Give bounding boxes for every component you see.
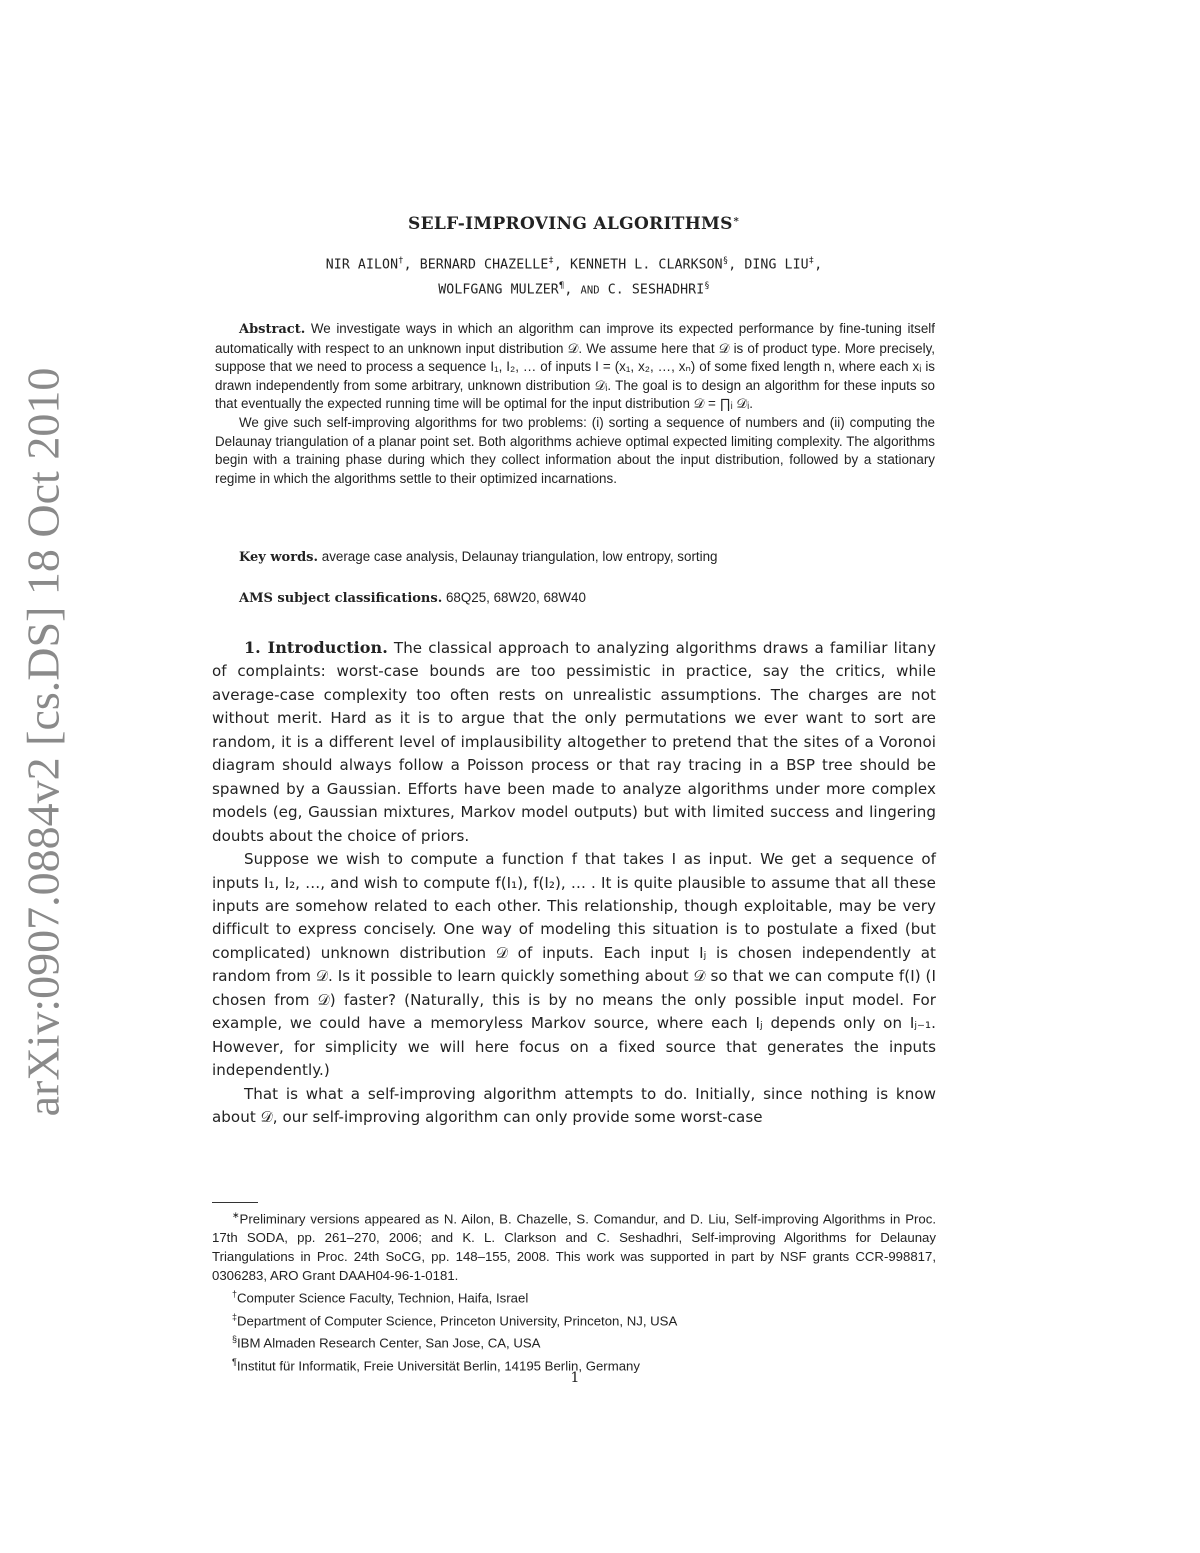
intro-paragraph-1 <box>212 636 936 848</box>
affiliation-mark: § <box>722 256 729 266</box>
footnote-separator <box>212 1202 258 1203</box>
affiliation-mark: ‡ <box>548 256 554 266</box>
affiliation-mark: † <box>398 256 404 266</box>
footnote-2 <box>212 1285 936 1307</box>
author-separator: , <box>814 257 823 273</box>
arxiv-identifier-stamp: arXiv:0907.0884v2 [cs.DS] 18 Oct 2010 <box>17 367 69 1117</box>
intro-paragraph-2: Suppose we wish to compute a function f that takes I as input. We get a sequence of inputs I₁, I₂, …, and wish to compute f(I₁), f(I₂), … . It is quite plausible to assume that all these inputs are somehow related to each other. This relationship, though exploitable, may be very difficult to express concisely. One way of modeling this situation is to postulate a fixed (but complicated) unknown distribution 𝒟 of inputs. Each input Iⱼ is chosen independently at random from 𝒟. Is it possible to learn quickly something about 𝒟 so that we can compute f(I) (I chosen from 𝒟) faster? (Naturally, this is by no means the only possible input model. For example, we could have a memoryless Markov source, where each Iⱼ depends only on Iⱼ₋₁. However, for simplicity we will here focus on a fixed source that generates the inputs independently.) <box>212 850 936 1080</box>
footnote-3 <box>212 1308 936 1330</box>
abstract-paragraph-2: We give such self-improving algorithms for two problems: (i) sorting a sequence of numbers and (ii) computing the Delaunay triangulation of a planar point set. Both algorithms achieve optimal expected limiting complexity. The algorithms begin with a training phase during which they collect information about the input distribution, followed by a stationary regime in which the algorithms settle to their optimized incarnations. <box>215 414 935 486</box>
abstract <box>215 320 935 488</box>
author-line-2 <box>212 281 936 297</box>
author-clarkson: , KENNETH L. CLARKSON <box>553 257 723 273</box>
footnotes <box>212 1206 936 1375</box>
ams-classifications <box>215 589 935 609</box>
affiliation-mark: ‡ <box>808 256 815 266</box>
footnote-text: Preliminary versions appeared as N. Ailon, B. Chazelle, S. Comandur, and D. Liu, Self-improving Algorithms in Proc. 17th SODA, pp. 261–270, 2006; and K. L. Clarkson and C. Seshadhri, Self-improving Algorithms for Delaunay Triangulations in Proc. 24th SoCG, pp. 148–155, 2008. This work was supported in part by NSF grants CCR-998817, 0306283, ARO Grant DAAH04-96-1-0181. <box>212 1211 936 1284</box>
author-liu: , DING LIU <box>728 257 809 273</box>
paper-title <box>212 214 936 234</box>
footnote-text: Computer Science Faculty, Technion, Haifa, Israel <box>237 1290 529 1306</box>
keywords-text: average case analysis, Delaunay triangulation, low entropy, sorting <box>321 549 718 564</box>
ams-label: AMS subject classifications. <box>239 591 443 606</box>
footnote-mark: ‡ <box>232 1311 238 1322</box>
author-chazelle: , BERNARD CHAZELLE <box>403 257 549 273</box>
footnote-mark: ¶ <box>232 1356 237 1367</box>
footnote-4 <box>212 1330 936 1352</box>
footnote-text: Department of Computer Science, Princeton University, Princeton, NJ, USA <box>237 1313 678 1329</box>
author-and: AND <box>580 284 600 297</box>
intro-paragraph-3: That is what a self-improving algorithm attempts to do. Initially, since nothing is know about 𝒟, our self-improving algorithm can only provide some worst-case <box>212 1084 936 1127</box>
intro-text-1: The classical approach to analyzing algorithms draws a familiar litany of complaints: worst-case bounds are too pessimistic in practice, say the critics, while average-case complexity too often rests on unrealistic assumptions. The charges are not without merit. Hard as it is to argue that the only permutations we ever want to sort are random, it is a different level of implausibility altogether to pretend that the sites of a Voronoi diagram should always follow a Poisson process or that ray tracing in a BSP tree should be spawned by a Gaussian. Efforts have been made to analyze algorithms under more complex models (eg, Gaussian mixtures, Markov model outputs) but with limited success and lingering doubts about the choice of priors. <box>212 639 936 845</box>
footnote-1 <box>212 1206 936 1285</box>
keywords <box>215 548 935 568</box>
author-seshadhri: C. SESHADHRI <box>599 282 705 298</box>
affiliation-mark: § <box>704 281 710 291</box>
affiliation-mark: ¶ <box>558 281 565 291</box>
title-footnote-mark: ∗ <box>732 214 740 226</box>
footnote-mark: † <box>232 1289 238 1300</box>
ams-text: 68Q25, 68W20, 68W40 <box>445 590 586 605</box>
abstract-label: Abstract. <box>239 322 306 337</box>
abstract-text-1: We investigate ways in which an algorithm can improve its expected performance by fine-tuning itself automatically with respect to an unknown input distribution 𝒟. We assume here that 𝒟 is of product type. More precisely, suppose that we need to process a sequence I₁, I₂, … of inputs I = (x₁, x₂, …, xₙ) of some fixed length n, where each xᵢ is drawn independently from some arbitrary, unknown distribution 𝒟ᵢ. The goal is to design an algorithm for these inputs so that eventually the expected running time will be optimal for the input distribution 𝒟 = ∏ᵢ 𝒟ᵢ. <box>215 321 935 412</box>
footnote-mark: § <box>232 1334 238 1345</box>
author-separator: , <box>564 282 581 298</box>
title-text: SELF-IMPROVING ALGORITHMS <box>408 214 733 234</box>
footnote-text: IBM Almaden Research Center, San Jose, CA, USA <box>237 1335 541 1351</box>
footnote-mark: ∗ <box>232 1210 240 1220</box>
keywords-label: Key words. <box>239 550 319 565</box>
author-mulzer: WOLFGANG MULZER <box>438 282 559 298</box>
author-line-1 <box>212 256 936 272</box>
section-heading: 1. Introduction. <box>244 638 388 657</box>
page-number: 1 <box>570 1370 580 1386</box>
author-ailon: NIR AILON <box>325 257 399 273</box>
footnote-text: Institut für Informatik, Freie Universität Berlin, 14195 Berlin, Germany <box>236 1357 640 1373</box>
abstract-paragraph-1 <box>215 320 935 414</box>
introduction-section <box>212 636 936 1130</box>
